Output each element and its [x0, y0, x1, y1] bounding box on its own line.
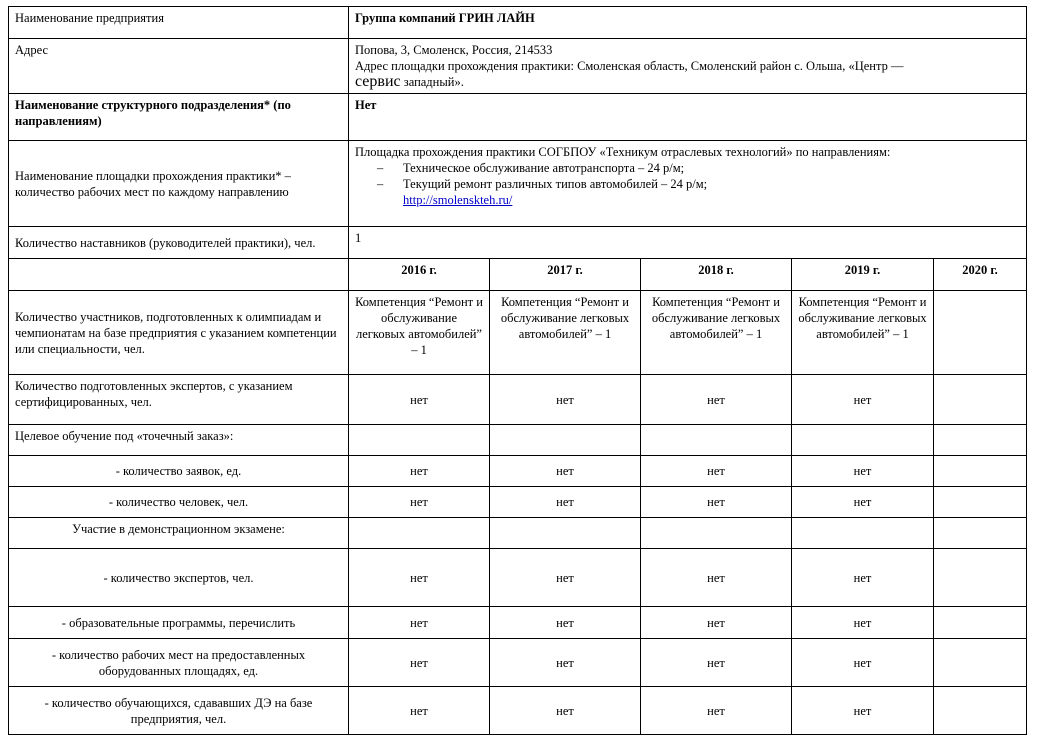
participants-label: Количество участников, подготовленных к олимпиадам и чемпионатам на базе предприятия с указанием компетенции или специальности, чел.: [9, 291, 349, 375]
demo-experts-2017: нет: [490, 549, 641, 607]
target-people-label: - количество человек, чел.: [9, 487, 349, 518]
row-demo-programs: [9, 607, 1027, 639]
division-label: Наименование структурного подразделения* (по направлениям): [9, 94, 349, 141]
participants-2017: Компетенция “Ремонт и обслуживание легковых автомобилей” – 1: [490, 291, 641, 375]
empty-cell: [349, 425, 490, 456]
row-demo-workplaces: [9, 639, 1027, 687]
row-mentors: [9, 227, 1027, 259]
site-link[interactable]: http://smolenskteh.ru/: [403, 193, 513, 207]
address-line2-a: Адрес площадки прохождения практики: Смоленская область, Смоленский район с. Ольша, «Центр —: [355, 59, 904, 73]
site-label: Наименование площадки прохождения практики* – количество рабочих мест по каждому направлению: [9, 141, 349, 227]
division-value: Нет: [349, 94, 1027, 141]
empty-cell: [792, 518, 934, 549]
demo-students-2017: нет: [490, 687, 641, 735]
site-direction-text: Текущий ремонт различных типов автомобилей – 24 р/м;: [403, 177, 708, 191]
site-directions-list: [355, 160, 1020, 208]
target-requests-2017: нет: [490, 456, 641, 487]
row-target-header: [9, 425, 1027, 456]
row-division: [9, 94, 1027, 141]
mentors-value: 1: [349, 227, 1027, 259]
site-value: [349, 141, 1027, 227]
address-line2-b: западный».: [400, 75, 464, 89]
experts-2019: нет: [792, 375, 934, 425]
participants-2019: Компетенция “Ремонт и обслуживание легковых автомобилей” – 1: [792, 291, 934, 375]
target-requests-2018: нет: [641, 456, 792, 487]
empty-cell: [641, 518, 792, 549]
demo-students-label: - количество обучающихся, сдававших ДЭ на базе предприятия, чел.: [9, 687, 349, 735]
demo-workplaces-2018: нет: [641, 639, 792, 687]
demo-experts-2018: нет: [641, 549, 792, 607]
target-requests-2020: [934, 456, 1027, 487]
empty-cell: [934, 425, 1027, 456]
demo-workplaces-label: - количество рабочих мест на предоставленных оборудованных площадях, ед.: [9, 639, 349, 687]
site-direction-item: – Техническое обслуживание автотранспорта – 24 р/м;: [377, 160, 1020, 176]
row-site: [9, 141, 1027, 227]
experts-label: Количество подготовленных экспертов, с указанием сертифицированных, чел.: [9, 375, 349, 425]
row-enterprise: [9, 7, 1027, 39]
year-2019: 2019 г.: [792, 259, 934, 291]
row-target-people: [9, 487, 1027, 518]
participants-2018: Компетенция “Ремонт и обслуживание легковых автомобилей” – 1: [641, 291, 792, 375]
target-people-2018: нет: [641, 487, 792, 518]
enterprise-label: Наименование предприятия: [9, 7, 349, 39]
empty-cell: [641, 425, 792, 456]
empty-cell: [792, 425, 934, 456]
target-people-2016: нет: [349, 487, 490, 518]
empty-cell: [934, 518, 1027, 549]
address-line2: [355, 58, 1020, 90]
site-direction-item: [377, 176, 1020, 208]
demo-programs-2016: нет: [349, 607, 490, 639]
address-value: [349, 39, 1027, 94]
demo-programs-2017: нет: [490, 607, 641, 639]
target-people-2017: нет: [490, 487, 641, 518]
row-address: [9, 39, 1027, 94]
target-requests-2016: нет: [349, 456, 490, 487]
mentors-label: Количество наставников (руководителей практики), чел.: [9, 227, 349, 259]
demo-workplaces-2020: [934, 639, 1027, 687]
demo-students-2016: нет: [349, 687, 490, 735]
year-2016: 2016 г.: [349, 259, 490, 291]
demo-programs-2018: нет: [641, 607, 792, 639]
row-participants: [9, 291, 1027, 375]
demo-students-2019: нет: [792, 687, 934, 735]
target-header-label: Целевое обучение под «точечный заказ»:: [9, 425, 349, 456]
experts-2018: нет: [641, 375, 792, 425]
experts-2020: [934, 375, 1027, 425]
target-requests-2019: нет: [792, 456, 934, 487]
demo-header-label: Участие в демонстрационном экзамене:: [9, 518, 349, 549]
demo-programs-2020: [934, 607, 1027, 639]
demo-programs-2019: нет: [792, 607, 934, 639]
address-line1: Попова, 3, Смоленск, Россия, 214533: [355, 43, 553, 57]
enterprise-info-table: [8, 6, 1027, 735]
years-corner: [9, 259, 349, 291]
row-years: [9, 259, 1027, 291]
year-2020: 2020 г.: [934, 259, 1027, 291]
demo-students-2020: [934, 687, 1027, 735]
demo-workplaces-2019: нет: [792, 639, 934, 687]
demo-experts-2016: нет: [349, 549, 490, 607]
enterprise-value: Группа компаний ГРИН ЛАЙН: [349, 7, 1027, 39]
row-demo-header: [9, 518, 1027, 549]
demo-experts-2020: [934, 549, 1027, 607]
demo-experts-2019: нет: [792, 549, 934, 607]
demo-workplaces-2016: нет: [349, 639, 490, 687]
target-people-2020: [934, 487, 1027, 518]
experts-2016: нет: [349, 375, 490, 425]
demo-workplaces-2017: нет: [490, 639, 641, 687]
year-2018: 2018 г.: [641, 259, 792, 291]
row-target-requests: [9, 456, 1027, 487]
empty-cell: [349, 518, 490, 549]
participants-2020: [934, 291, 1027, 375]
row-demo-experts: [9, 549, 1027, 607]
row-demo-students: [9, 687, 1027, 735]
site-intro: Площадка прохождения практики СОГБПОУ «Техникум отраслевых технологий» по направлениям:: [355, 145, 891, 159]
target-people-2019: нет: [792, 487, 934, 518]
row-experts: [9, 375, 1027, 425]
participants-2016: Компетенция “Ремонт и обслуживание легковых автомобилей” – 1: [349, 291, 490, 375]
address-label: Адрес: [9, 39, 349, 94]
demo-programs-label: - образовательные программы, перечислить: [9, 607, 349, 639]
demo-students-2018: нет: [641, 687, 792, 735]
empty-cell: [490, 518, 641, 549]
empty-cell: [490, 425, 641, 456]
year-2017: 2017 г.: [490, 259, 641, 291]
demo-experts-label: - количество экспертов, чел.: [9, 549, 349, 607]
experts-2017: нет: [490, 375, 641, 425]
address-line2-big: сервис: [355, 73, 401, 90]
target-requests-label: - количество заявок, ед.: [9, 456, 349, 487]
